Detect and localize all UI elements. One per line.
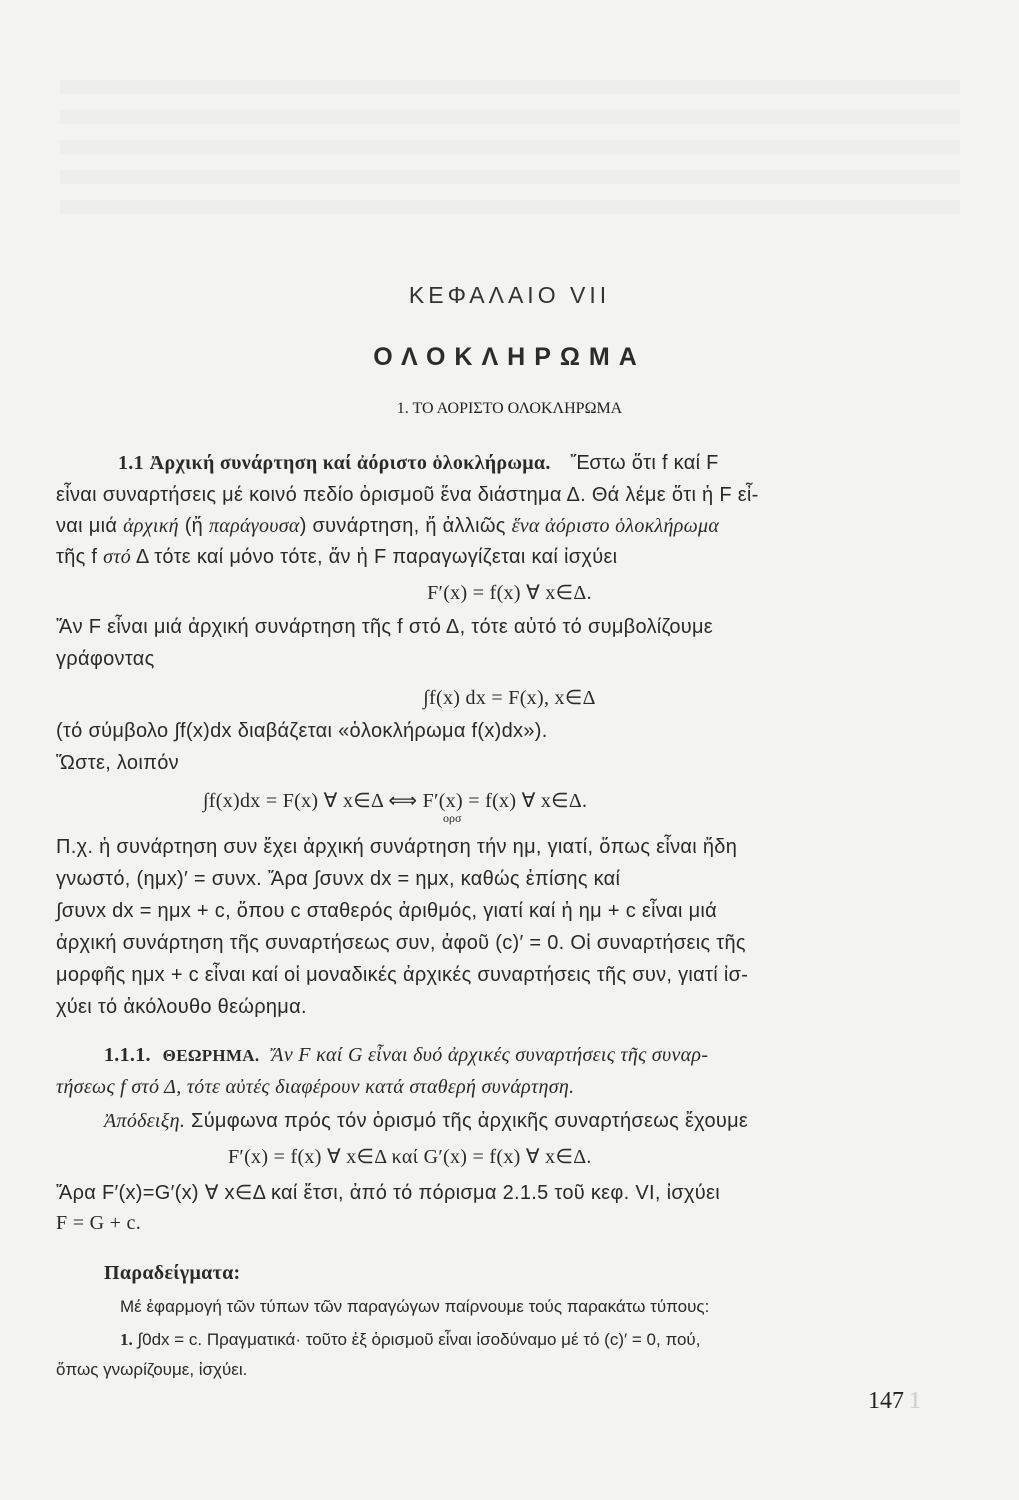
paragraph-line: μορφῆς ημx + c εἶναι καί οἱ μοναδικές ἀρχικές συναρτήσεις τῆς συν, γιατί ἰσ- bbox=[56, 964, 749, 986]
examples-intro: Μέ ἐφαρμογή τῶν τύπων τῶν παραγώγων παίρνουμε τούς παρακάτω τύπους: bbox=[120, 1297, 710, 1316]
paragraph-line: Ἄν F εἶναι μιά ἀρχική συνάρτηση τῆς f στό Δ, τότε αὐτό τό συμβολίζουμε bbox=[56, 616, 714, 638]
subsection-number: 1.1 bbox=[118, 452, 144, 474]
text-span: (ἤ bbox=[178, 515, 209, 537]
formula-equivalence: ∫f(x)dx = F(x) ∀ x∈Δ ⟺ F′(x) = f(x) ∀ x∈Δ. bbox=[203, 790, 588, 812]
theorem-statement-cont: τήσεως f στό Δ, τότε αὐτές διαφέρουν κατά σταθερή συνάρτηση. bbox=[56, 1076, 575, 1098]
proof-text: Σύμφωνα πρός τόν ὁρισμό τῆς ἀρχικῆς συναρτήσεως ἔχουμε bbox=[185, 1110, 749, 1132]
section-heading: 1. ΤΟ ΑΟΡΙΣΤΟ ΟΛΟΚΛΗΡΩΜΑ bbox=[396, 400, 623, 417]
formula-subscript: ορσ bbox=[443, 811, 462, 825]
paragraph-line: γνωστό, (ημx)′ = συνx. Ἄρα ∫συνx dx = ημx, καθώς ἐπίσης καί bbox=[56, 868, 621, 890]
chapter-title: ΟΛΟΚΛΗΡΩΜΑ bbox=[373, 343, 646, 371]
text-span: Δ τότε καί μόνο τότε, ἄν ἡ F παραγωγίζεται καί ἰσχύει bbox=[131, 546, 618, 568]
text-span: ) συνάρτηση, ἤ ἀλλιῶς bbox=[299, 515, 512, 537]
paragraph-line bbox=[56, 515, 719, 538]
paragraph-line: ἀρχική συνάρτηση τῆς συναρτήσεως συν, ἀφοῦ (c)′ = 0. Οἱ συναρτήσεις τῆς bbox=[56, 932, 746, 954]
theorem-statement: Ἄν F καί G εἶναι δυό ἀρχικές συναρτήσεις τῆς συναρ- bbox=[271, 1044, 709, 1066]
subsection-heading-line bbox=[118, 452, 719, 475]
term-primitive: ἀρχική bbox=[123, 515, 179, 537]
paragraph-line: ∫συνx dx = ημx + c, ὅπου c σταθερός ἀριθμός, γιατί καί ἡ ημ + c εἶναι μιά bbox=[56, 900, 718, 922]
paragraph-line: (τό σύμβολο ∫f(x)dx διαβάζεται «ὁλοκλήρωμα f(x)dx»). bbox=[56, 720, 548, 742]
example-text: ∫0dx = c. Πραγματικά· τοῦτο ἐξ ὁρισμοῦ εἶναι ἰσοδύναμο μέ τό (c)′ = 0, πού, bbox=[132, 1330, 701, 1349]
paragraph-line bbox=[56, 546, 617, 569]
proof-label: Ἀπόδειξη. bbox=[104, 1110, 186, 1132]
proof-conclusion: F = G + c. bbox=[56, 1212, 142, 1234]
paragraph-line: εἶναι συναρτήσεις μέ κοινό πεδίο ὁρισμοῦ ἕνα διάστημα Δ. Θά λέμε ὅτι ἡ F εἶ- bbox=[56, 484, 759, 506]
text-span-italic: στό bbox=[103, 546, 132, 568]
theorem-label: ΘΕΩΡΗΜΑ. bbox=[162, 1046, 260, 1065]
examples-heading: Παραδείγματα: bbox=[104, 1262, 241, 1284]
paragraph-line: γράφοντας bbox=[56, 648, 155, 670]
page-number-bleed: 1 bbox=[909, 1388, 921, 1414]
formula-integral: ∫f(x) dx = F(x), x∈Δ bbox=[423, 687, 596, 709]
example-item-1-cont: ὅπως γνωρίζουμε, ἰσχύει. bbox=[56, 1360, 248, 1379]
example-item-1 bbox=[120, 1330, 700, 1350]
term-indefinite-integral: ἕνα ἀόριστο ὁλοκλήρωμα bbox=[511, 515, 720, 537]
text-span: ναι μιά bbox=[56, 515, 124, 537]
paragraph-line: χύει τό ἀκόλουθο θεώρημα. bbox=[56, 996, 307, 1018]
subsection-title: Ἀρχική συνάρτηση καί ἀόριστο ὁλοκλήρωμα. bbox=[149, 452, 551, 474]
text-span: τῆς f bbox=[56, 546, 104, 568]
chapter-heading: ΚΕΦΑΛΑΙΟ VII bbox=[408, 282, 611, 308]
page-number: 147 bbox=[868, 1388, 904, 1414]
proof-line bbox=[104, 1110, 748, 1133]
theorem-number: 1.1.1. bbox=[104, 1044, 151, 1066]
proof-formula: F′(x) = f(x) ∀ x∈Δ καί G′(x) = f(x) ∀ x∈Δ. bbox=[228, 1146, 592, 1168]
paragraph-line: Ὥστε, λοιπόν bbox=[56, 752, 179, 774]
theorem-heading-line bbox=[104, 1044, 708, 1067]
formula-derivative: F′(x) = f(x) ∀ x∈Δ. bbox=[427, 582, 592, 604]
term-antiderivative: παράγουσα bbox=[208, 515, 300, 537]
bleed-through-texture bbox=[60, 80, 960, 220]
proof-line: Ἄρα F′(x)=G′(x) ∀ x∈Δ καί ἔτσι, ἀπό τό πόρισμα 2.1.5 τοῦ κεφ. VI, ἰσχύει bbox=[56, 1182, 720, 1204]
example-number: 1. bbox=[120, 1330, 133, 1349]
subsection-text-1: Ἔστω ὅτι f καί F bbox=[570, 452, 719, 474]
paragraph-line: Π.χ. ἡ συνάρτηση συν ἔχει ἀρχική συνάρτηση τήν ημ, γιατί, ὅπως εἶναι ἤδη bbox=[56, 836, 738, 858]
